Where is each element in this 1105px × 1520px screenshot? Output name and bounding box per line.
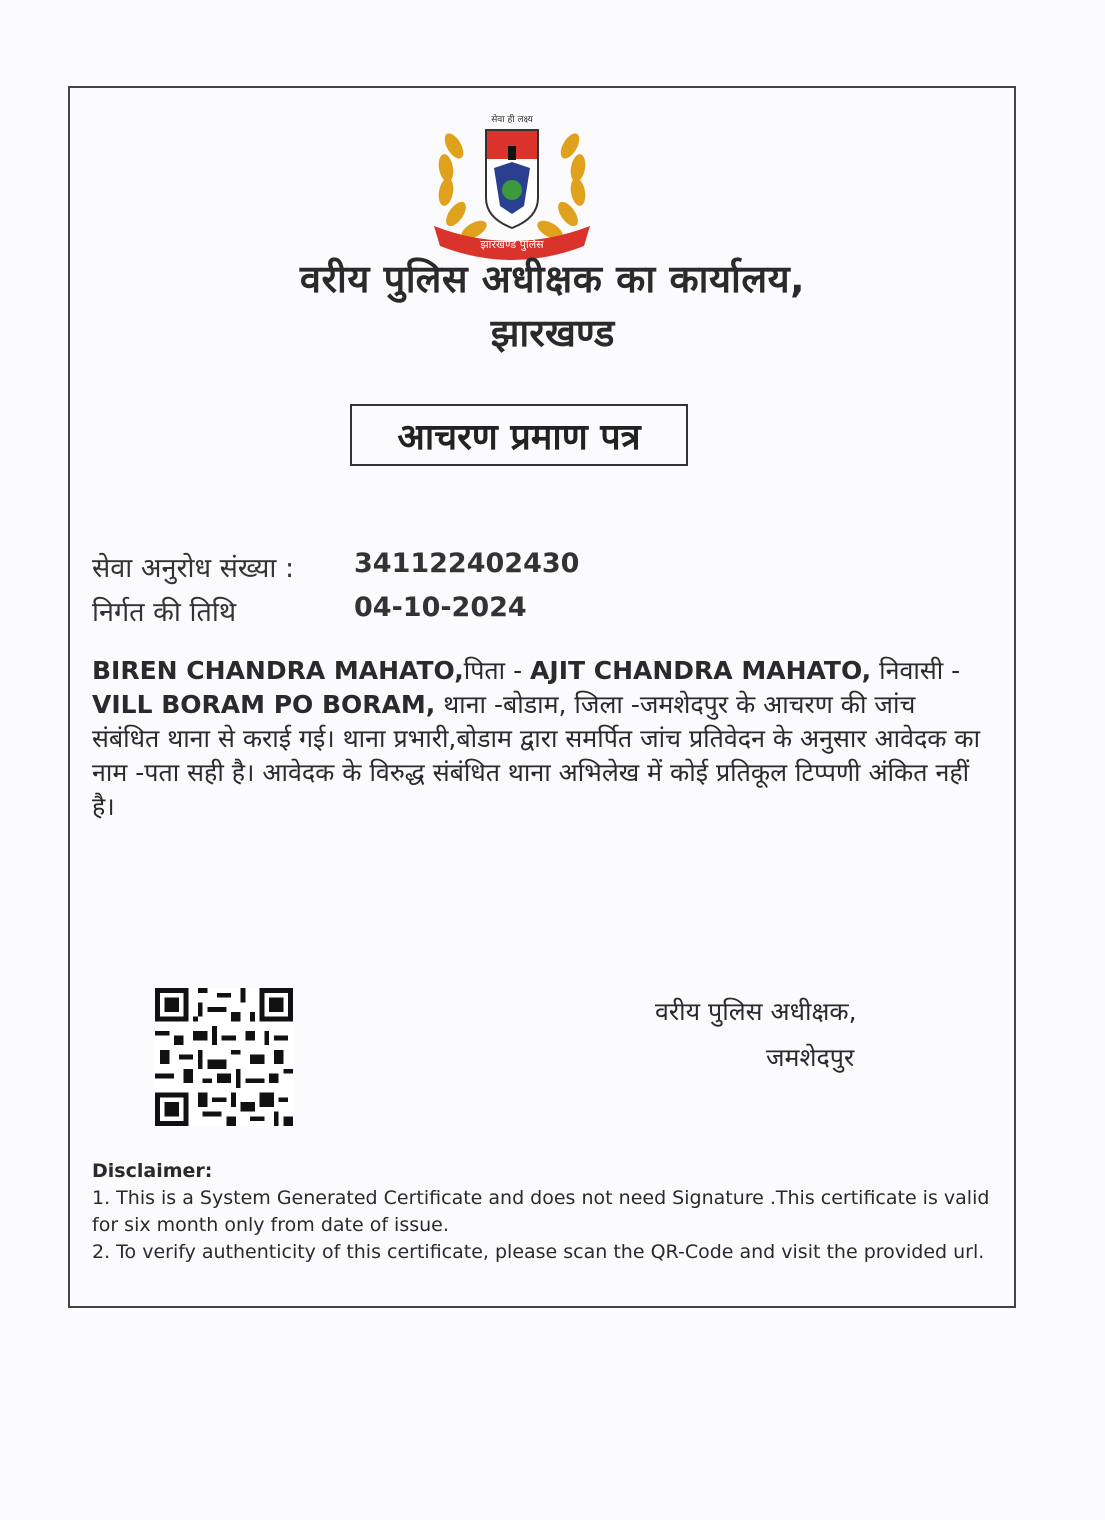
resident-label: निवासी - <box>871 656 961 685</box>
disclaimer-item-2: 2. To verify authenticity of this certificate, please scan the QR-Code and visit the provided url. <box>92 1241 985 1263</box>
service-request-number: 341122402430 <box>354 548 580 579</box>
applicant-name: BIREN CHANDRA MAHATO, <box>92 656 464 685</box>
emblem-motto: सेवा ही लक्ष्य <box>491 115 533 125</box>
service-request-label: सेवा अनुरोध संख्या : <box>92 553 295 584</box>
father-label: पिता - <box>463 656 531 685</box>
signatory-location: जमशेदपुर <box>766 1043 855 1072</box>
certificate-body <box>92 654 982 824</box>
state-name: झारखण्ड <box>490 311 615 355</box>
issue-date-label: निर्गत की तिथि <box>92 597 237 628</box>
disclaimer-item-1: 1. This is a System Generated Certificate and does not need Signature .This certificate is valid for six month only from date of issue. <box>92 1187 990 1236</box>
certificate-title: आचरण प्रमाण पत्र <box>350 404 688 466</box>
certificate-statement: थाना -बोडाम, जिला -जमशेदपुर के आचरण की जांच संबंधित थाना से कराई गई। थाना प्रभारी,बोडाम द्वारा समर्पित जांच प्रतिवेदन के अनुसार आवेदक का नाम -पता सही है। आवेदक के विरुद्ध संबंधित थाना अभिलेख में कोई प्रतिकूल टिप्पणी अंकित नहीं है। <box>92 690 981 821</box>
disclaimer-heading: Disclaimer: <box>92 1160 213 1182</box>
service-request-row <box>92 548 580 585</box>
issue-date-value: 04-10-2024 <box>354 592 527 623</box>
jharkhand-police-emblem <box>424 106 600 264</box>
applicant-address: VILL BORAM PO BORAM, <box>92 690 436 719</box>
signatory-designation: वरीय पुलिस अधीक्षक, <box>655 997 857 1026</box>
issue-date-row <box>92 592 527 629</box>
emblem-banner: झारखण्ड पुलिस <box>480 238 544 251</box>
office-title: वरीय पुलिस अधीक्षक का कार्यालय, <box>299 257 806 301</box>
father-name: AJIT CHANDRA MAHATO, <box>530 656 872 685</box>
verification-qr-code[interactable] <box>155 988 293 1126</box>
disclaimer-section <box>92 1158 992 1266</box>
